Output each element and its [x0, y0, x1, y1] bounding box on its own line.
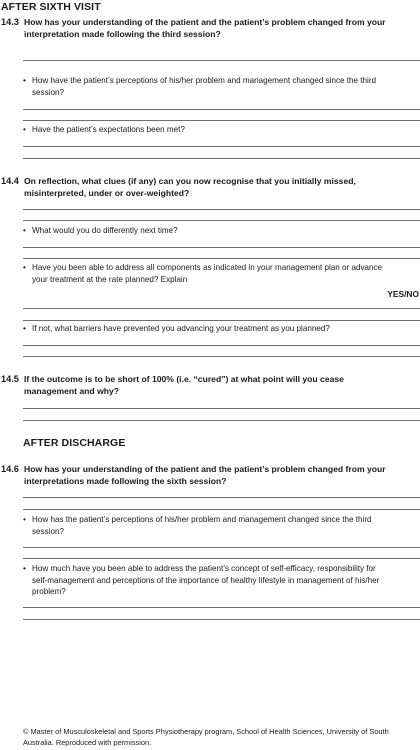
- sub-question-text: How much have you been able to address the patient’s concept of self-efficacy, responsibility for self-management and perceptions of the importance of healthy lifestyle in management of his/her problem?: [32, 564, 380, 596]
- answer-line[interactable]: [23, 345, 420, 346]
- sub-question-text: How have the patient’s perceptions of his/her problem and management changed since the third session?: [32, 76, 377, 97]
- answer-line[interactable]: [23, 547, 420, 548]
- sub-question-14-3-a: [23, 75, 393, 98]
- question-number: 14.5: [1, 374, 19, 384]
- sub-question-text: Have you been able to address all components as indicated in your management plan or advance your treatment at the rate planned? Explain: [32, 263, 383, 284]
- answer-line[interactable]: [23, 320, 420, 321]
- sub-question-text: How has the patient’s perceptions of his/her problem and management changed since the third session?: [32, 515, 372, 536]
- sub-question-14-4-b: [23, 262, 393, 285]
- answer-line[interactable]: [23, 497, 420, 498]
- answer-line[interactable]: [23, 607, 420, 608]
- bullet-icon: •: [23, 125, 26, 134]
- sub-question-14-3-b: [23, 124, 393, 136]
- question-14-5: [1, 374, 399, 397]
- answer-line[interactable]: [23, 209, 420, 210]
- bullet-icon: •: [23, 324, 26, 333]
- sub-question-text: Have the patient’s expectations been met?: [32, 125, 185, 134]
- answer-line[interactable]: [23, 158, 420, 159]
- question-number: 14.4: [1, 176, 19, 186]
- question-14-6: [1, 464, 399, 487]
- answer-line[interactable]: [23, 356, 420, 357]
- question-text: How has your understanding of the patient and the patient’s problem changed from your interpretations made following the sixth session?: [24, 464, 386, 486]
- answer-line[interactable]: [23, 60, 420, 61]
- bullet-icon: •: [23, 564, 26, 573]
- section-title-after-sixth-visit: AFTER SIXTH VISIT: [1, 1, 101, 13]
- answer-line[interactable]: [23, 109, 420, 110]
- answer-line[interactable]: [23, 619, 420, 620]
- sub-question-14-6-b: [23, 563, 393, 598]
- answer-line[interactable]: [23, 420, 420, 421]
- bullet-icon: •: [23, 226, 26, 235]
- answer-line[interactable]: [23, 308, 420, 309]
- answer-line[interactable]: [23, 558, 420, 559]
- question-14-3: [1, 17, 399, 40]
- question-number: 14.6: [1, 464, 19, 474]
- section-title-after-discharge: AFTER DISCHARGE: [23, 437, 126, 449]
- question-text: How has your understanding of the patient and the patient’s problem changed from your interpretation made following the third session?: [24, 17, 386, 39]
- answer-line[interactable]: [23, 247, 420, 248]
- copyright-footer: © Master of Musculoskeletal and Sports Physiotherapy program, School of Health Sciences, University of South Australia. Reproduced with permission.: [23, 727, 389, 747]
- sub-question-14-4-a: [23, 225, 393, 237]
- answer-line[interactable]: [23, 146, 420, 147]
- sub-question-text: What would you do differently next time?: [32, 226, 178, 235]
- answer-line[interactable]: [23, 120, 420, 121]
- answer-line[interactable]: [23, 258, 420, 259]
- answer-line[interactable]: [23, 408, 420, 409]
- question-text: If the outcome is to be short of 100% (i.e. “cured”) at what point will you cease management and why?: [24, 374, 344, 396]
- question-14-4: [1, 176, 399, 199]
- bullet-icon: •: [23, 263, 26, 272]
- yes-no-answer[interactable]: YES/NO: [387, 289, 419, 299]
- question-text: On reflection, what clues (if any) can you now recognise that you initially missed, misinterpreted, under or over-weighted?: [24, 176, 356, 198]
- sub-question-14-6-a: [23, 514, 393, 537]
- question-number: 14.3: [1, 17, 19, 27]
- bullet-icon: •: [23, 515, 26, 524]
- sub-question-14-4-c: [23, 323, 393, 335]
- answer-line[interactable]: [23, 509, 420, 510]
- bullet-icon: •: [23, 76, 26, 85]
- sub-question-text: If not, what barriers have prevented you advancing your treatment as you planned?: [32, 324, 330, 333]
- answer-line[interactable]: [23, 220, 420, 221]
